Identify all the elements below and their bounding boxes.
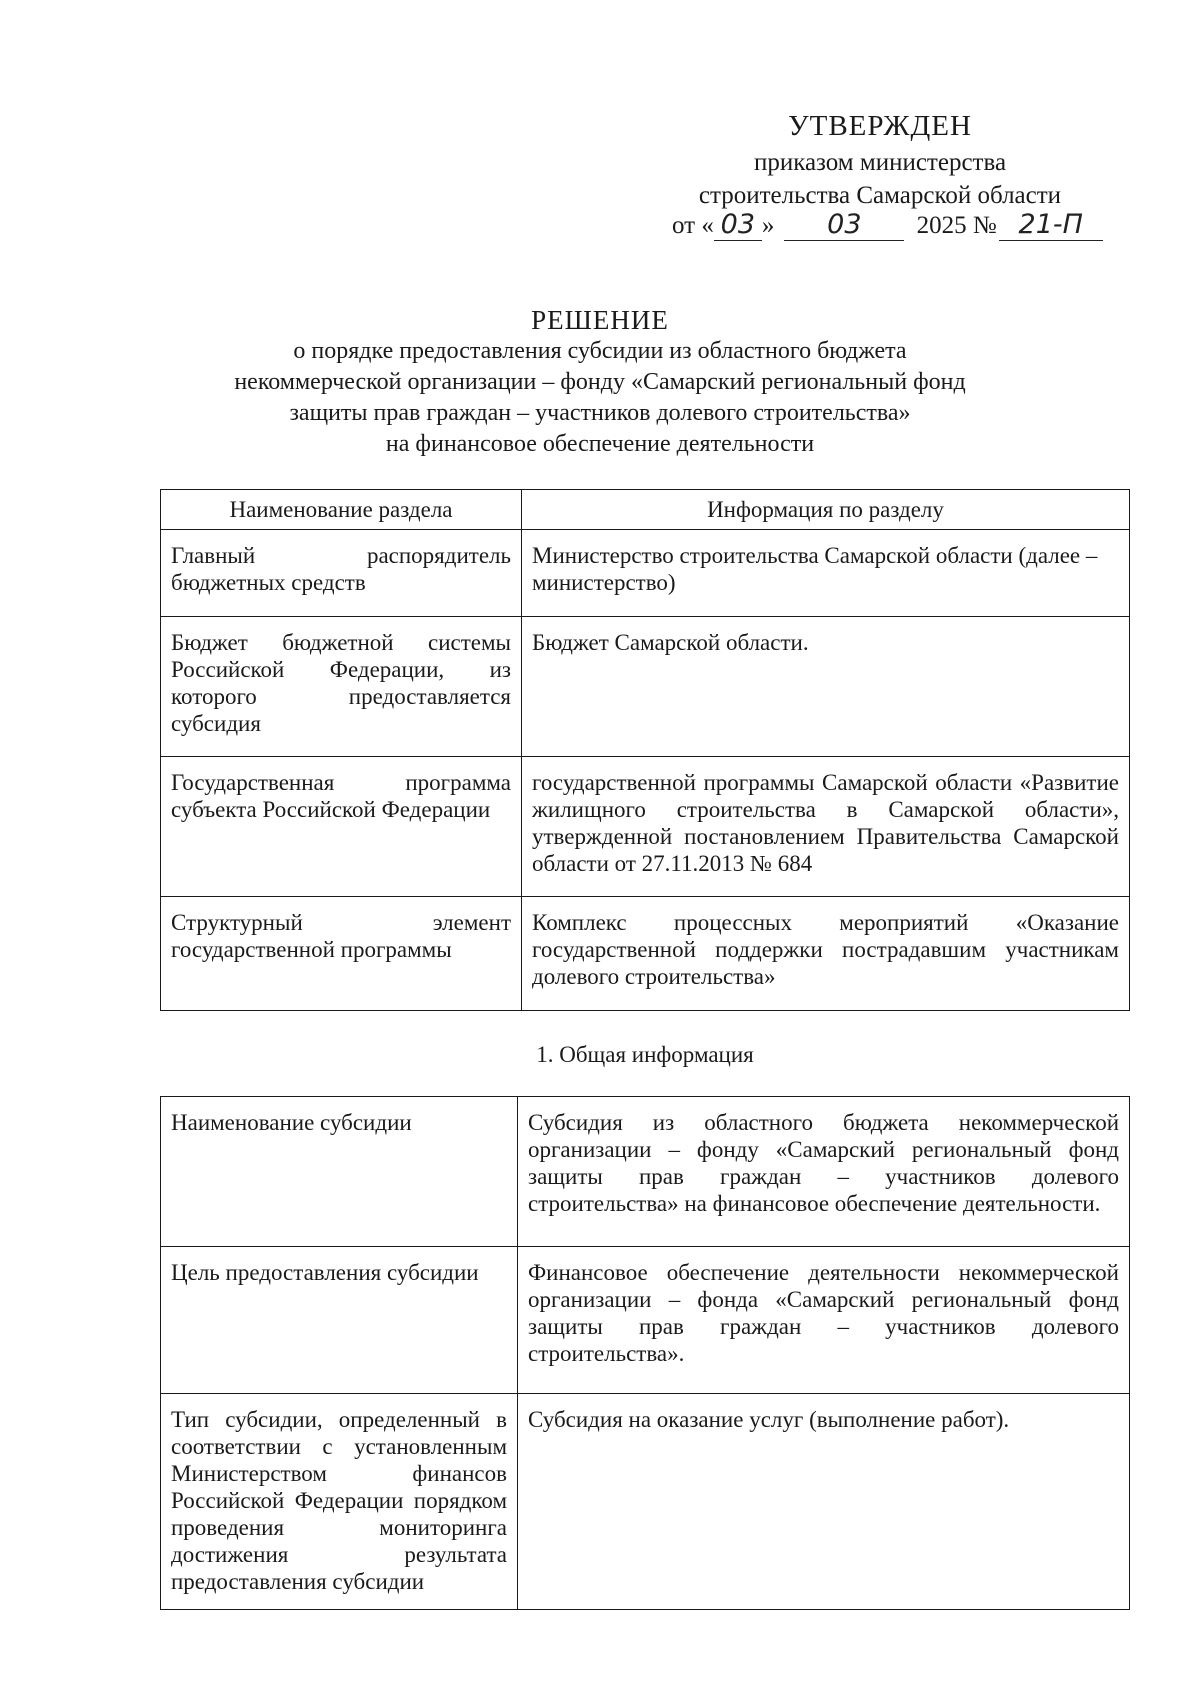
heading-title: РЕШЕНИЕ	[531, 305, 669, 335]
row-info: Министерство строительства Самарской области (далее – министерство)	[522, 530, 1130, 617]
heading-line-1: о порядке предоставления субсидии из областного бюджета	[293, 338, 907, 364]
row-info: государственной программы Самарской области «Развитие жилищного строительства в Самарской области», утвержденной постановлением Правительства Самарской области от 27.11.2013 № 684	[522, 757, 1130, 897]
row-name: Структурный элемент государственной программы	[161, 897, 522, 1011]
row-info: Субсидия на оказание услуг (выполнение работ).	[518, 1394, 1130, 1610]
table-row	[161, 757, 1130, 897]
table-row	[161, 1247, 1130, 1394]
date-day: 03	[714, 210, 762, 241]
date-month: 03	[784, 210, 904, 241]
table-row	[161, 1394, 1130, 1610]
approval-title: УТВЕРЖДЕН	[788, 110, 972, 142]
row-name: Бюджет бюджетной системы Российской Федерации, из которого предоставляется субсидия	[161, 617, 522, 757]
date-prefix: от «	[672, 212, 714, 239]
section-info-table	[160, 489, 1130, 1011]
date-year: 2025 №	[916, 212, 997, 239]
table-header-row	[161, 490, 1130, 530]
general-info-table	[160, 1096, 1130, 1610]
header-section-name: Наименование раздела	[161, 490, 522, 530]
row-name: Тип субсидии, определенный в соответствии с установленным Министерством финансов Российской Федерации порядком проведения мониторинга достижения результата предоставления субсидии	[161, 1394, 518, 1610]
approval-date-line	[672, 210, 1103, 241]
approval-block	[640, 106, 1120, 212]
table-row	[161, 530, 1130, 617]
row-name: Главный распорядитель бюджетных средств	[161, 530, 522, 617]
row-name: Государственная программа субъекта Российской Федерации	[161, 757, 522, 897]
table-row	[161, 617, 1130, 757]
date-mid: »	[761, 212, 775, 239]
heading-line-4: на финансовое обеспечение деятельности	[385, 431, 815, 457]
header-section-info: Информация по разделу	[522, 490, 1130, 530]
section-title-general: 1. Общая информация	[536, 1042, 754, 1067]
approval-line-2: строительства Самарской области	[698, 182, 1062, 209]
heading-line-2: некоммерческой организации – фонду «Самарский региональный фонд	[234, 369, 966, 395]
table-row	[161, 1097, 1130, 1247]
row-info: Финансовое обеспечение деятельности некоммерческой организации – фонда «Самарский региональный фонд защиты прав граждан – участников долевого строительства».	[518, 1247, 1130, 1394]
approval-line-1: приказом министерства	[753, 149, 1007, 176]
row-info: Комплекс процессных мероприятий «Оказание государственной поддержки пострадавшим участникам долевого строительства»	[522, 897, 1130, 1011]
heading-line-3: защиты прав граждан – участников долевого строительства»	[289, 400, 911, 426]
row-name: Цель предоставления субсидии	[161, 1247, 518, 1394]
document-heading	[150, 304, 1050, 460]
order-number: 21-П	[999, 210, 1103, 241]
row-info: Субсидия из областного бюджета некоммерческой организации – фонду «Самарский региональный фонд защиты прав граждан – участников долевого строительства» на финансовое обеспечение деятельности.	[518, 1097, 1130, 1247]
table-row	[161, 897, 1130, 1011]
row-name: Наименование субсидии	[161, 1097, 518, 1247]
row-info: Бюджет Самарской области.	[522, 617, 1130, 757]
